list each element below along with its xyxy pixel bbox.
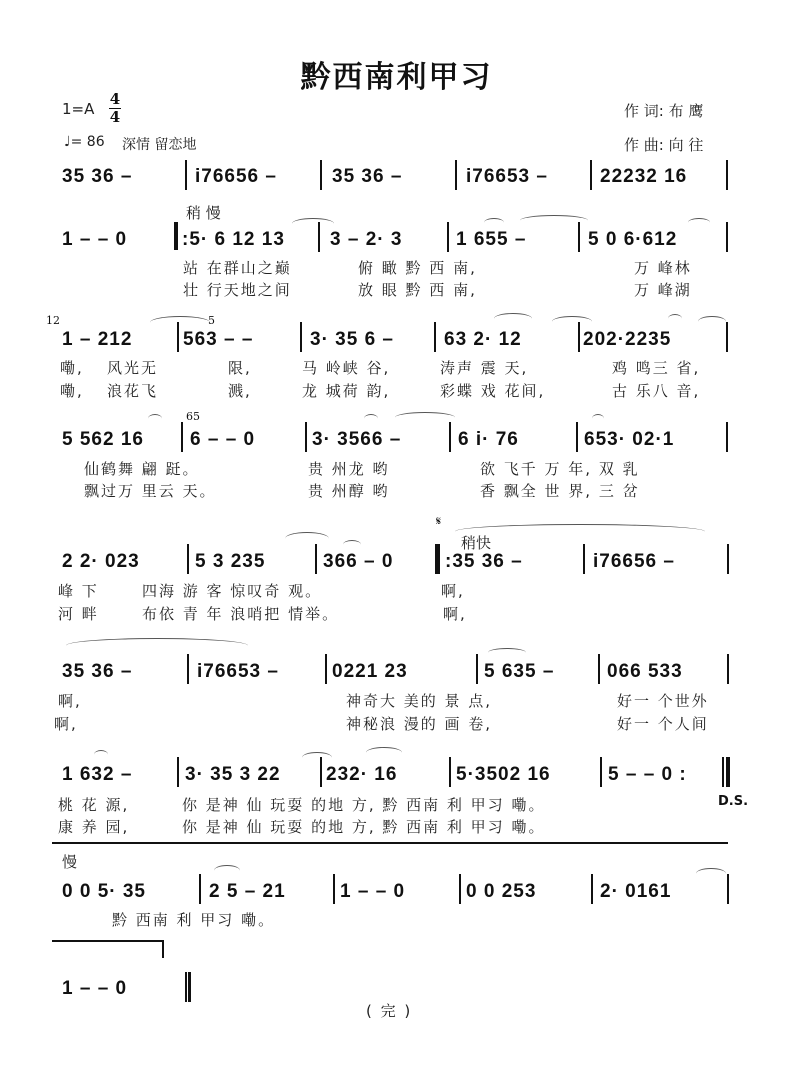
barline [578,222,580,252]
lyric-verse2: 贵 州醇 哟 [308,482,390,500]
barline [598,654,600,684]
measure-18: 3· 3566 – [312,429,402,450]
slur [395,412,455,423]
measure-30: 066 533 [607,661,683,682]
measure-13: 3· 35 6 – [310,329,394,350]
lyric-verse1: 啊, [58,692,82,710]
slur [343,540,361,549]
lyric-verse2: 香 飘全 世 界, 三 岔 [480,482,640,500]
repeat-end-barline-thick [726,757,730,787]
measure-27: i76653 – [197,661,279,682]
lyric-verse2: 龙 城荷 韵, [302,382,391,400]
lyric-verse2: 浪花飞 [107,382,159,400]
barline [300,322,302,352]
repeat-start-barline [435,544,440,574]
barline [726,322,728,352]
lyric-verse2: 啊, [443,605,467,623]
measure-17: 6 – – 0 [190,429,256,450]
measure-40: 2· 0161 [600,881,672,902]
expression-marking: 深情 留恋地 [122,137,197,153]
barline [476,654,478,684]
barline [455,160,457,190]
slur [455,524,705,539]
lyric-verse2: 万 峰湖 [634,281,692,299]
lyric-verse2: 彩蝶 戏 花间, [440,382,546,400]
lyric-verse1: 神奇大 美的 景 点, [346,692,493,710]
measure-24: :35 36 – [445,551,523,572]
measure-15: 202·2235 [583,329,672,350]
measure-41: 1 – – 0 [62,978,128,999]
barline [727,544,729,574]
barline [187,654,189,684]
end-marking: ( 完 ) [366,1002,413,1020]
slur [688,218,710,227]
final-barline-thin [185,972,187,1002]
measure-19: 6 i· 76 [458,429,519,450]
lyric-verse1: 涛声 震 天, [440,359,529,377]
repeat-start-barline [174,222,178,250]
grace-note: 5 [208,314,215,327]
measure-36: 0 0 5· 35 [62,881,146,902]
barline [315,544,317,574]
measure-29: 5 635 – [484,661,555,682]
lyric-verse2: 康 养 园, [58,818,130,836]
key-signature: 1=A [62,100,95,118]
lyric-verse1: 你 是神 仙 玩耍 的地 方, 黔 西南 利 甲习 嘞。 [182,796,546,814]
slur [698,316,726,327]
measure-12: 563 – – [183,329,254,350]
barline [181,422,183,452]
segno-icon: 𝄋 [436,514,442,528]
measure-14: 63 2· 12 [444,329,522,350]
measure-20: 653· 02·1 [584,429,675,450]
lyric-verse1: 啊, [441,582,465,600]
lyric-verse2: 你 是神 仙 玩耍 的地 方, 黔 西南 利 甲习 嘞。 [182,818,546,836]
lyric-verse1: 俯 瞰 黔 西 南, [358,259,477,277]
tempo-marking-slow: 慢 [62,853,78,871]
lyric-verse1: 鸡 鸣三 省, [612,359,701,377]
barline [600,757,602,787]
tempo-marking-slightly-slow: 稍 慢 [186,204,221,222]
slur [366,747,402,758]
barline [199,874,201,904]
barline [590,160,592,190]
measure-25: i76656 – [593,551,675,572]
ending-bracket-line [52,842,728,844]
slur [552,316,592,327]
barline [591,874,593,904]
lyric-coda: 黔 西南 利 甲习 嘞。 [112,911,276,929]
lyric-verse2: 溅, [228,382,252,400]
lyric-verse2: 放 眼 黔 西 南, [358,281,477,299]
slur [488,648,526,657]
repeat-end-barline [722,757,724,787]
measure-33: 232· 16 [326,764,398,785]
barline [583,544,585,574]
slur [302,752,332,763]
measure-11: 1 – 212 [62,329,133,350]
grace-note: 12 [46,314,60,327]
barline [187,544,189,574]
lyric-verse1: 马 岭峡 谷, [302,359,391,377]
lyric-verse1: 四海 游 客 惊叹奇 观。 [142,582,323,600]
slur [494,313,532,324]
ending-bracket-top [52,940,163,942]
barline [185,160,187,190]
ending-bracket-side [162,940,164,958]
lyric-verse1: 贵 州龙 哟 [308,460,390,478]
measure-32: 3· 35 3 22 [185,764,281,785]
measure-5: 22232 16 [600,166,688,187]
barline [449,757,451,787]
measure-2: i76656 – [195,166,277,187]
final-barline-thick [188,972,191,1002]
lyric-verse2: 布依 青 年 浪哨把 情举。 [142,605,340,623]
lyric-verse1: 嘞, [60,359,84,377]
measure-8: 3 – 2· 3 [330,229,403,250]
grace-note: 65 [186,410,200,423]
lyric-verse2: 好一 个人间 [617,715,709,733]
barline [320,160,322,190]
lyric-verse2: 壮 行天地之间 [183,281,292,299]
barline [449,422,451,452]
slur [484,218,504,227]
measure-34: 5·3502 16 [456,764,551,785]
barline [305,422,307,452]
measure-9: 1 655 – [456,229,527,250]
slur [592,414,604,423]
slur [285,532,329,545]
barline [325,654,327,684]
time-sig-bottom: 4 [109,108,121,126]
barline [434,322,436,352]
barline [459,874,461,904]
barline [726,160,728,190]
slur [696,868,726,879]
barline [576,422,578,452]
measure-16: 5 562 16 [62,429,144,450]
measure-35: 5 – – 0 : [608,764,687,785]
lyric-verse2: 河 畔 [58,605,99,623]
measure-31: 1 632 – [62,764,133,785]
slur [148,414,162,423]
barline [727,874,729,904]
dal-segno-marking: D.S. [718,794,749,809]
lyric-verse2: 嘞, [60,382,84,400]
barline [318,222,320,252]
measure-10: 5 0 6·612 [588,229,678,250]
song-title: 黔西南利甲习 [300,60,493,95]
barline [177,322,179,352]
barline [726,422,728,452]
barline [177,757,179,787]
measure-37: 2 5 – 21 [209,881,286,902]
measure-26: 35 36 – [62,661,133,682]
lyric-verse1: 站 在群山之巅 [183,259,292,277]
measure-23: 366 – 0 [323,551,394,572]
lyric-verse1: 欲 飞千 万 年, 双 乳 [480,460,640,478]
lyric-verse1: 仙鹤舞 翩 跹。 [84,460,200,478]
barline [578,322,580,352]
barline [727,654,729,684]
lyric-verse1: 风光无 [107,359,159,377]
lyric-verse1: 桃 花 源, [58,796,130,814]
time-signature [109,92,121,125]
lyric-verse2: 啊, [54,715,78,733]
barline [333,874,335,904]
slur [94,750,108,759]
lyric-verse1: 好一 个世外 [617,692,709,710]
slur [668,314,682,323]
lyric-verse1: 万 峰林 [634,259,692,277]
slur [150,316,210,329]
lyric-verse2: 飘过万 里云 天。 [84,482,217,500]
slur [214,865,240,876]
slur [292,218,334,229]
barline [726,222,728,252]
tempo-marking-slightly-fast: 稍快 [461,534,492,552]
measure-1: 35 36 – [62,166,133,187]
measure-21: 2 2· 023 [62,551,140,572]
time-sig-top: 4 [109,90,121,108]
slur [66,638,248,653]
measure-38: 1 – – 0 [340,881,406,902]
measure-4: i76653 – [466,166,548,187]
lyric-verse2: 古 乐八 音, [612,382,701,400]
measure-7: :5· 6 12 13 [182,229,285,250]
barline [320,757,322,787]
slur [364,414,378,423]
measure-3: 35 36 – [332,166,403,187]
composer-credit: 作 曲: 向 往 [624,136,704,154]
lyric-verse1: 峰 下 [58,582,99,600]
lyricist-credit: 作 词: 布 鹰 [624,102,704,120]
measure-22: 5 3 235 [195,551,266,572]
measure-39: 0 0 253 [466,881,537,902]
lyric-verse2: 神秘浪 漫的 画 卷, [346,715,493,733]
measure-6: 1 – – 0 [62,229,128,250]
measure-28: 0221 23 [332,661,408,682]
barline [447,222,449,252]
tempo-marking: ♩= 86 [64,134,105,150]
lyric-verse1: 限, [228,359,252,377]
